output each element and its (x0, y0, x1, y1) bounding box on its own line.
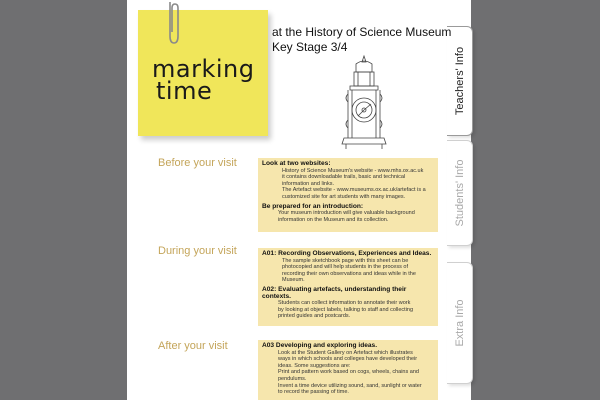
box-text: photocopied and will help students in the process of (282, 264, 408, 271)
box-text: it contains downloadable trails, basic and technical (282, 174, 406, 181)
box-heading: A03 Developing and exploring ideas. (262, 342, 378, 349)
header-subtitle: Key Stage 3/4 (272, 40, 348, 54)
box-text: to record the passing of time. (278, 389, 349, 396)
box-text: pendulums. (278, 375, 307, 382)
box-heading: Look at two websites: (262, 160, 331, 167)
section-label-after: After your visit (158, 340, 228, 352)
box-text: Look at the Student Gallery on Artefact which illustrates (278, 349, 413, 356)
after-visit-box (258, 340, 438, 400)
sticky-note-line2: time (156, 77, 213, 105)
sticky-note-line1: marking (152, 55, 255, 83)
section-label-before: Before your visit (158, 157, 237, 169)
tab-extra-info-label: Extra Info (453, 299, 466, 347)
box-heading: A01: Recording Observations, Experiences and Ideas. (262, 250, 432, 257)
box-text: ideas. Some suggestions are: (278, 362, 351, 369)
box-text: information and links. (282, 180, 334, 187)
box-text: customized site for art students with many images. (282, 193, 406, 200)
during-visit-box (258, 248, 438, 326)
sticky-note-title (152, 55, 255, 105)
box-text: Students can collect information to annotate their work (278, 300, 411, 307)
tab-students-info[interactable] (447, 140, 473, 246)
box-text: History of Science Museum's website - www.mhs.ox.ac.uk (282, 167, 424, 174)
box-heading: A02: Evaluating artefacts, understanding their contexts. (262, 285, 407, 300)
tab-extra-info[interactable] (447, 262, 473, 384)
box-text: information on the Museum and its collection. (278, 216, 389, 223)
section-label-during: During your visit (158, 245, 237, 257)
box-text: Print and pattern work based on cogs, wheels, chains and (278, 369, 419, 376)
box-text: recording their own observations and ideas while in the (282, 270, 416, 277)
astronomical-clock-illustration (340, 54, 388, 150)
box-text: The sample sketchbook page with this sheet can be (282, 257, 409, 264)
box-text: printed guides and postcards. (278, 313, 351, 320)
tab-teachers-info-label: Teachers' Info (453, 46, 466, 116)
box-text: ways in which schools and colleges have developed their (278, 356, 418, 363)
box-heading: Be prepared for an introduction: (262, 202, 364, 210)
box-text: by looking at object labels, talking to staff and collecting (278, 306, 414, 313)
box-text: Your museum introduction will give valuable background (278, 210, 415, 217)
tab-teachers-info[interactable] (447, 26, 473, 136)
header-title: at the History of Science Museum (272, 25, 452, 39)
box-text: The Artefact website - www.museums.ox.ac.uk/artefact is a (282, 187, 426, 194)
box-text: Invent a time device utilizing sound, sand, sunlight or water (278, 382, 422, 389)
paperclip-icon (165, 0, 183, 46)
box-text: Museum. (282, 277, 305, 284)
before-visit-box (258, 158, 438, 232)
tab-students-info-label: Students' Info (453, 159, 466, 227)
